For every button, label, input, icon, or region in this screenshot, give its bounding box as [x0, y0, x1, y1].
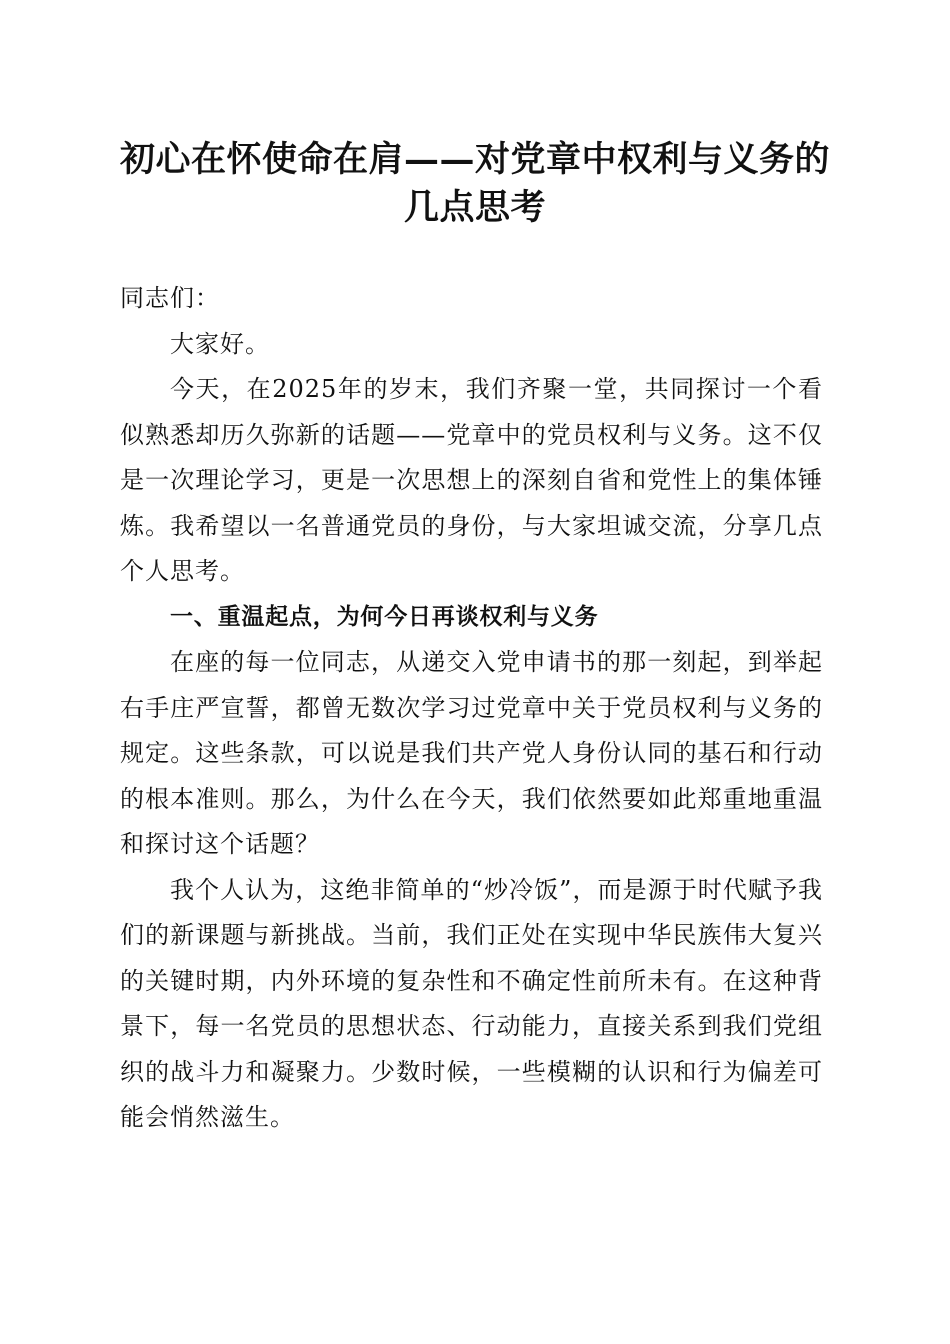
section-heading: 一、重温起点，为何今日再谈权利与义务 — [170, 603, 599, 630]
salutation: 同志们： — [120, 284, 220, 312]
greeting-paragraph: 大家好。 — [170, 329, 270, 358]
title-line-2: 几点思考 — [403, 187, 546, 228]
intro-paragraph: 今天，在2025年的岁末，我们齐聚一堂，共同探讨一个看似熟悉却历久弥新的话题——党章中的党员权利与义务。这不仅是一次理论学习，更是一次思想上的深刻自省和党性上的集体锤炼。我希望以一名普通党员的身份，与大家坦诚交流，分享几点个人思考。 — [120, 375, 823, 585]
body-paragraph: 我个人认为，这绝非简单的“炒冷饭”，而是源于时代赋予我们的新课题与新挑战。当前，我们正处在实现中华民族伟大复兴的关键时期，内外环境的复杂性和不确定性前所未有。在这种背景下，每一名党员的思想状态、行动能力，直接关系到我们党组织的战斗力和凝聚力。少数时候，一些模糊的认识和行为偏差可能会悄然滋生。 — [120, 875, 823, 1131]
body-paragraph: 在座的每一位同志，从递交入党申请书的那一刻起，到举起右手庄严宣誓，都曾无数次学习过党章中关于党员权利与义务的规定。这些条款，可以说是我们共产党人身份认同的基石和行动的根本准则。那么，为什么在今天，我们依然要如此郑重地重温和探讨这个话题？ — [120, 648, 823, 858]
document-title — [110, 136, 840, 232]
title-line-1: 初心在怀使命在肩——对党章中权利与义务的 — [119, 139, 830, 180]
document-body — [120, 276, 823, 1141]
